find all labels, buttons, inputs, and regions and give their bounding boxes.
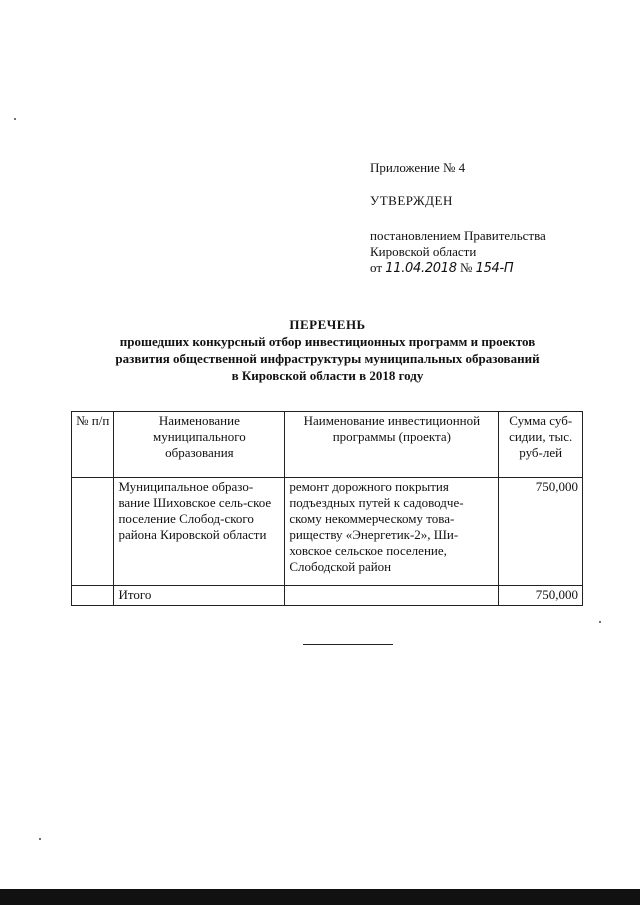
scan-edge-bar bbox=[0, 889, 640, 905]
header-project: Наименование инвестиционной программы (проекта) bbox=[285, 412, 499, 478]
date-prefix: от bbox=[370, 260, 383, 275]
appendix-title: Приложение № 4 bbox=[370, 160, 466, 175]
header-number: № п/п bbox=[72, 412, 114, 478]
cell-municipality: Муниципальное образо-вание Шиховское сель-ское поселение Слобод-ского района Кировской области bbox=[114, 478, 285, 586]
total-label: Итого bbox=[114, 586, 285, 606]
cell-amount: 750,000 bbox=[499, 478, 583, 586]
approved-by-line2: Кировской области bbox=[370, 244, 477, 259]
cell-project: ремонт дорожного покрытия подъездных путей к садоводче-скому некоммерческому това-риществу «Энергетик-2», Ши-ховское сельское поселение, Слободской район bbox=[285, 478, 499, 586]
cell-number bbox=[72, 478, 114, 586]
approved-by-line1: постановлением Правительства bbox=[370, 228, 546, 243]
table-row bbox=[72, 478, 583, 586]
header-amount: Сумма суб-сидии, тыс. руб-лей bbox=[499, 412, 583, 478]
title-line-1: прошедших конкурсный отбор инвестиционных программ и проектов bbox=[119, 334, 536, 349]
number-sign: № bbox=[459, 260, 473, 275]
approved-label: УТВЕРЖДЕН bbox=[370, 193, 453, 208]
projects-table bbox=[71, 411, 583, 606]
total-number bbox=[72, 586, 114, 606]
header-municipality: Наименование муниципального образования bbox=[114, 412, 285, 478]
table-total-row bbox=[72, 586, 583, 606]
scan-speck bbox=[39, 838, 41, 840]
table-header-row bbox=[72, 412, 583, 478]
document-title bbox=[60, 316, 595, 384]
handwritten-number: 154-П bbox=[475, 261, 514, 276]
title-line-3: в Кировской области в 2018 году bbox=[231, 368, 424, 383]
scan-speck bbox=[599, 621, 601, 623]
closing-divider bbox=[303, 644, 393, 645]
title-main: ПЕРЕЧЕНЬ bbox=[289, 317, 366, 332]
total-project bbox=[285, 586, 499, 606]
title-line-2: развития общественной инфраструктуры муниципальных образований bbox=[115, 351, 540, 366]
resolution-date-line bbox=[370, 260, 513, 277]
total-amount: 750,000 bbox=[499, 586, 583, 606]
handwritten-date: 11.04.2018 bbox=[385, 261, 457, 276]
scan-speck bbox=[14, 118, 16, 120]
